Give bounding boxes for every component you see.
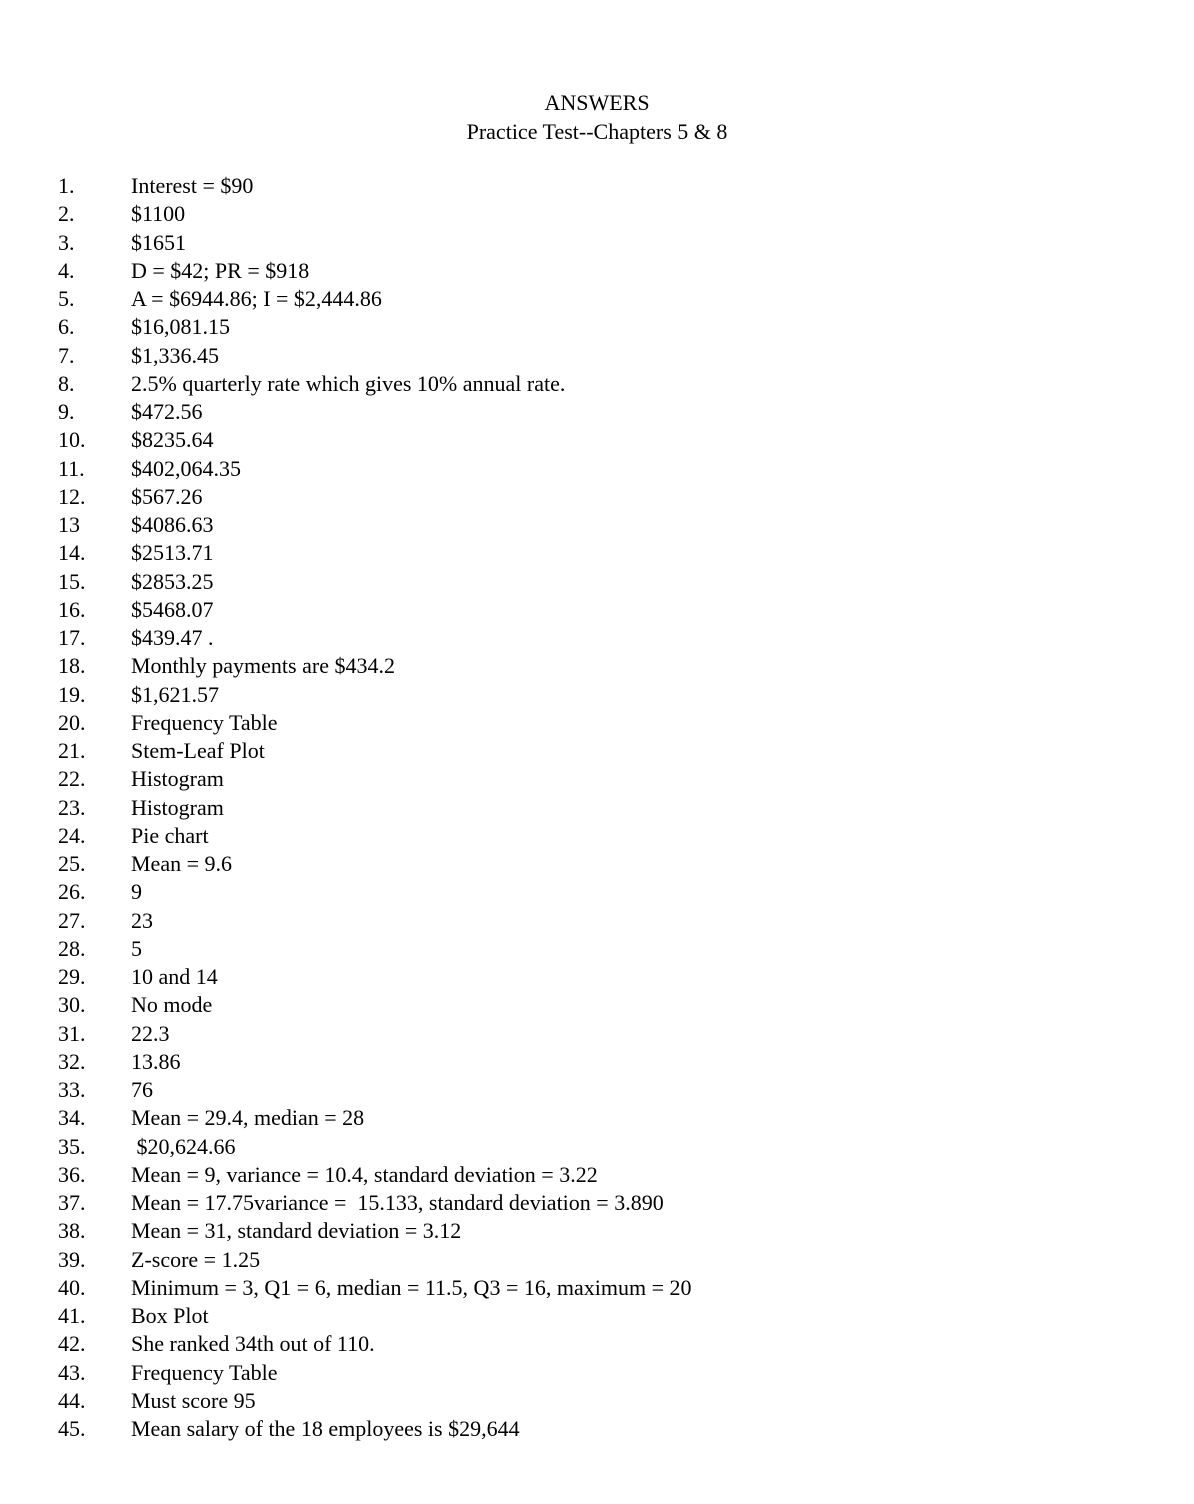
answer-text: $1651 xyxy=(131,229,186,255)
answer-text: 13.86 xyxy=(131,1048,181,1074)
answer-number: 9. xyxy=(58,399,75,424)
answer-number: 2. xyxy=(58,201,75,227)
answer-number: 3. xyxy=(58,229,75,255)
answer-text: Histogram xyxy=(131,766,224,792)
answer-text: Must score 95 xyxy=(131,1387,256,1413)
answer-text: $20,624.66 xyxy=(131,1133,236,1159)
answer-row xyxy=(0,229,1194,257)
answer-row xyxy=(0,878,1194,906)
answer-number: 30. xyxy=(58,992,86,1018)
answer-text: Frequency Table xyxy=(131,709,278,735)
answer-number: 27. xyxy=(58,907,86,933)
answer-row xyxy=(0,1246,1194,1274)
answer-number: 32. xyxy=(58,1048,86,1074)
answer-number: 24. xyxy=(58,822,86,848)
answer-row xyxy=(0,1415,1194,1443)
answer-row xyxy=(0,313,1194,341)
answer-row xyxy=(0,172,1194,200)
answer-number: 45. xyxy=(58,1416,86,1441)
answer-text: $402,064.35 xyxy=(131,455,241,481)
answer-number: 25. xyxy=(58,851,86,876)
answer-text: $439.47 . xyxy=(131,625,214,650)
answer-number: 15. xyxy=(58,568,86,594)
answer-row xyxy=(0,1217,1194,1245)
answer-row xyxy=(0,426,1194,454)
answer-row xyxy=(0,511,1194,539)
answer-list xyxy=(0,172,1194,1443)
answer-number: 19. xyxy=(58,681,86,707)
answer-text: 23 xyxy=(131,907,153,933)
answer-row xyxy=(0,737,1194,765)
answer-number: 11. xyxy=(58,455,85,481)
answer-row xyxy=(0,1359,1194,1387)
answer-row xyxy=(0,935,1194,963)
answer-text: $8235.64 xyxy=(131,427,214,453)
answer-number: 8. xyxy=(58,370,75,396)
answer-number: 31. xyxy=(58,1020,86,1046)
answer-row xyxy=(0,370,1194,398)
answer-text: Z-score = 1.25 xyxy=(131,1246,261,1272)
answer-number: 23. xyxy=(58,794,86,820)
answer-row xyxy=(0,483,1194,511)
answer-text: She ranked 34th out of 110. xyxy=(131,1331,375,1357)
answer-row xyxy=(0,1302,1194,1330)
answer-number: 4. xyxy=(58,257,75,283)
answer-number: 14. xyxy=(58,540,86,566)
answer-number: 16. xyxy=(58,596,86,622)
answer-row xyxy=(0,455,1194,483)
answer-text: Minimum = 3, Q1 = 6, median = 11.5, Q3 = 16, maximum = 20 xyxy=(131,1274,692,1300)
answer-number: 21. xyxy=(58,738,86,763)
answer-text: Histogram xyxy=(131,794,224,820)
answer-text: Mean = 9.6 xyxy=(131,851,232,876)
answer-text: Mean = 9, variance = 10.4, standard deviation = 3.22 xyxy=(131,1161,598,1187)
answer-row xyxy=(0,822,1194,850)
answer-number: 37. xyxy=(58,1190,86,1215)
answer-text: Monthly payments are $434.2 xyxy=(131,653,395,679)
answer-number: 38. xyxy=(58,1218,86,1244)
answer-row xyxy=(0,596,1194,624)
answer-row xyxy=(0,709,1194,737)
answer-row xyxy=(0,963,1194,991)
answer-row xyxy=(0,681,1194,709)
answer-number: 22. xyxy=(58,766,86,792)
answer-number: 12. xyxy=(58,483,86,509)
answer-text: $5468.07 xyxy=(131,596,214,622)
answer-text: $2513.71 xyxy=(131,540,214,566)
answer-number: 35. xyxy=(58,1133,86,1159)
answer-text: 9 xyxy=(131,879,142,905)
answer-number: 29. xyxy=(58,964,86,989)
answer-row xyxy=(0,652,1194,680)
answer-row xyxy=(0,1048,1194,1076)
answer-row xyxy=(0,1274,1194,1302)
answer-number: 17. xyxy=(58,625,86,650)
answer-text: 10 and 14 xyxy=(131,964,218,989)
answer-number: 33. xyxy=(58,1077,86,1102)
answer-text: $4086.63 xyxy=(131,512,214,537)
answer-text: Mean = 17.75variance = 15.133, standard deviation = 3.890 xyxy=(131,1190,664,1215)
document-title: ANSWERS xyxy=(544,90,650,115)
answer-row xyxy=(0,991,1194,1019)
answer-number: 44. xyxy=(58,1387,86,1413)
answer-row xyxy=(0,285,1194,313)
answer-row xyxy=(0,342,1194,370)
answer-text: $1100 xyxy=(131,201,186,227)
answer-text: Mean = 29.4, median = 28 xyxy=(131,1105,365,1131)
answer-row xyxy=(0,907,1194,935)
answer-text: Pie chart xyxy=(131,822,209,848)
answer-row xyxy=(0,539,1194,567)
answer-text: Stem-Leaf Plot xyxy=(131,738,265,763)
answer-text: $1,336.45 xyxy=(131,342,219,368)
answer-number: 18. xyxy=(58,653,86,679)
answer-number: 1. xyxy=(58,173,75,198)
answer-number: 36. xyxy=(58,1161,86,1187)
answer-row xyxy=(0,398,1194,426)
answer-row xyxy=(0,624,1194,652)
answer-text: Frequency Table xyxy=(131,1359,278,1385)
answer-number: 39. xyxy=(58,1246,86,1272)
answer-text: Mean = 31, standard deviation = 3.12 xyxy=(131,1218,462,1244)
answer-number: 28. xyxy=(58,935,86,961)
answer-number: 20. xyxy=(58,709,86,735)
answer-text: No mode xyxy=(131,992,213,1018)
answer-text: A = $6944.86; I = $2,444.86 xyxy=(131,286,382,311)
answer-row xyxy=(0,200,1194,228)
answer-row xyxy=(0,850,1194,878)
answer-text: Mean salary of the 18 employees is $29,644 xyxy=(131,1416,520,1441)
answer-row xyxy=(0,765,1194,793)
answer-text: $1,621.57 xyxy=(131,681,219,707)
answer-text: D = $42; PR = $918 xyxy=(131,257,310,283)
answer-number: 34. xyxy=(58,1105,86,1131)
answer-text: 76 xyxy=(131,1077,153,1102)
answer-number: 6. xyxy=(58,314,75,340)
answer-text: $16,081.15 xyxy=(131,314,230,340)
answer-row xyxy=(0,257,1194,285)
answer-text: 22.3 xyxy=(131,1020,170,1046)
answer-row xyxy=(0,1020,1194,1048)
answer-text: Interest = $90 xyxy=(131,173,254,198)
answer-row xyxy=(0,1076,1194,1104)
answer-text: 2.5% quarterly rate which gives 10% annual rate. xyxy=(131,370,566,396)
answer-row xyxy=(0,794,1194,822)
answer-row xyxy=(0,1104,1194,1132)
document-header xyxy=(0,88,1194,146)
answer-number: 40. xyxy=(58,1274,86,1300)
answer-number: 13 xyxy=(58,512,80,537)
answer-number: 10. xyxy=(58,427,86,453)
answer-row xyxy=(0,1387,1194,1415)
answer-number: 5. xyxy=(58,286,75,311)
answer-number: 26. xyxy=(58,879,86,905)
answer-row xyxy=(0,568,1194,596)
answer-number: 41. xyxy=(58,1303,86,1328)
answer-text: $472.56 xyxy=(131,399,203,424)
answer-row xyxy=(0,1189,1194,1217)
answer-row xyxy=(0,1161,1194,1189)
document-subtitle: Practice Test--Chapters 5 & 8 xyxy=(466,119,728,144)
answer-number: 42. xyxy=(58,1331,86,1357)
answer-row xyxy=(0,1330,1194,1358)
answer-text: Box Plot xyxy=(131,1303,209,1328)
answer-number: 7. xyxy=(58,342,75,368)
answer-row xyxy=(0,1133,1194,1161)
answer-text: $567.26 xyxy=(131,483,203,509)
answer-number: 43. xyxy=(58,1359,86,1385)
answer-text: $2853.25 xyxy=(131,568,214,594)
answer-text: 5 xyxy=(131,935,142,961)
